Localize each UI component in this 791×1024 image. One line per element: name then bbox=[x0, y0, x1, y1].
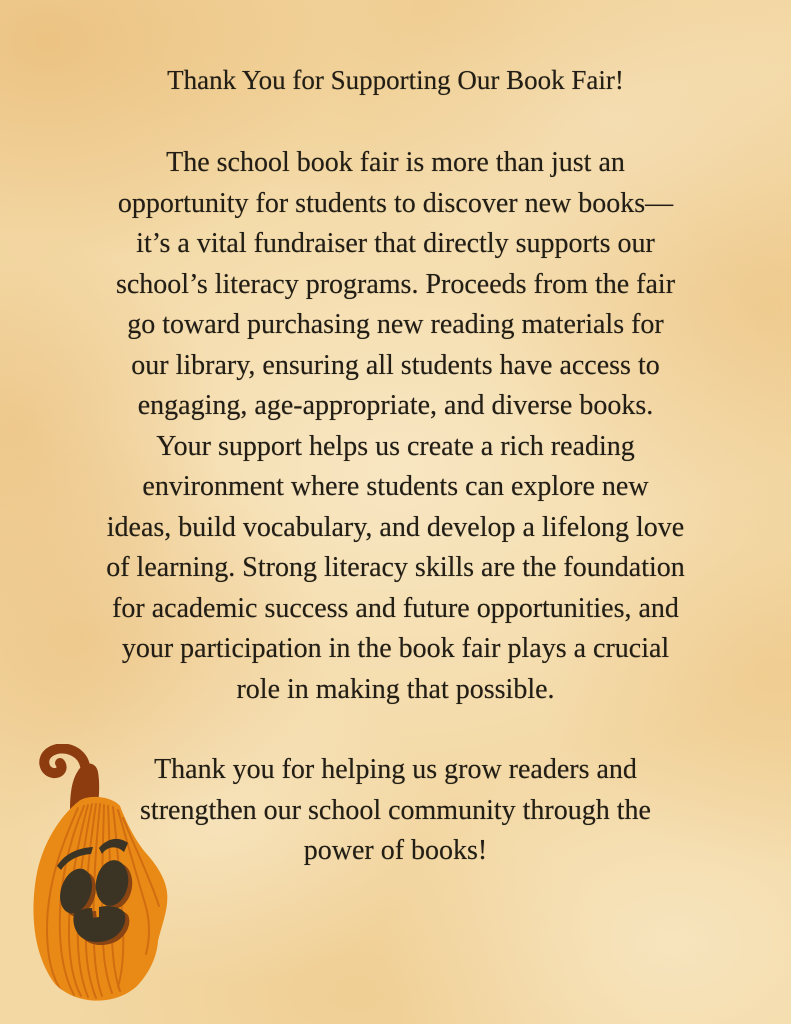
paragraph-line: school’s literacy programs. Proceeds from the fair bbox=[115, 268, 676, 300]
paragraph-line: it’s a vital fundraiser that directly supports our bbox=[136, 228, 655, 259]
paragraph-line: power of books! bbox=[303, 835, 488, 866]
paragraph-line: environment where students can explore new bbox=[142, 471, 649, 502]
paragraph-line: opportunity for students to discover new books— bbox=[117, 187, 674, 219]
paragraph-line: for academic success and future opportunities, and bbox=[112, 592, 679, 624]
paragraph-line: Your support helps us create a rich reading bbox=[156, 430, 635, 462]
paragraph-line: our library, ensuring all students have access to bbox=[131, 349, 660, 381]
paragraph-line: your participation in the book fair plays a crucial bbox=[121, 633, 670, 664]
paragraph-line: The school book fair is more than just an bbox=[166, 147, 625, 178]
paragraph-line: engaging, age-appropriate, and diverse books. bbox=[137, 390, 654, 421]
pumpkin-illustration bbox=[0, 744, 190, 1024]
paragraph-line: go toward purchasing new reading materials for bbox=[127, 309, 664, 340]
paragraph-line: of learning. Strong literacy skills are the foundation bbox=[106, 552, 685, 583]
paragraph-line: Thank you for helping us grow readers and bbox=[154, 754, 637, 785]
pumpkin-stem-curl bbox=[44, 748, 85, 773]
body-paragraph bbox=[0, 143, 791, 710]
paragraph-line: strengthen our school community through the bbox=[140, 794, 651, 826]
paragraph-line: ideas, build vocabulary, and develop a lifelong love bbox=[106, 511, 685, 543]
paragraph-line: role in making that possible. bbox=[236, 673, 555, 705]
page-title: Thank You for Supporting Our Book Fair! bbox=[167, 65, 624, 95]
